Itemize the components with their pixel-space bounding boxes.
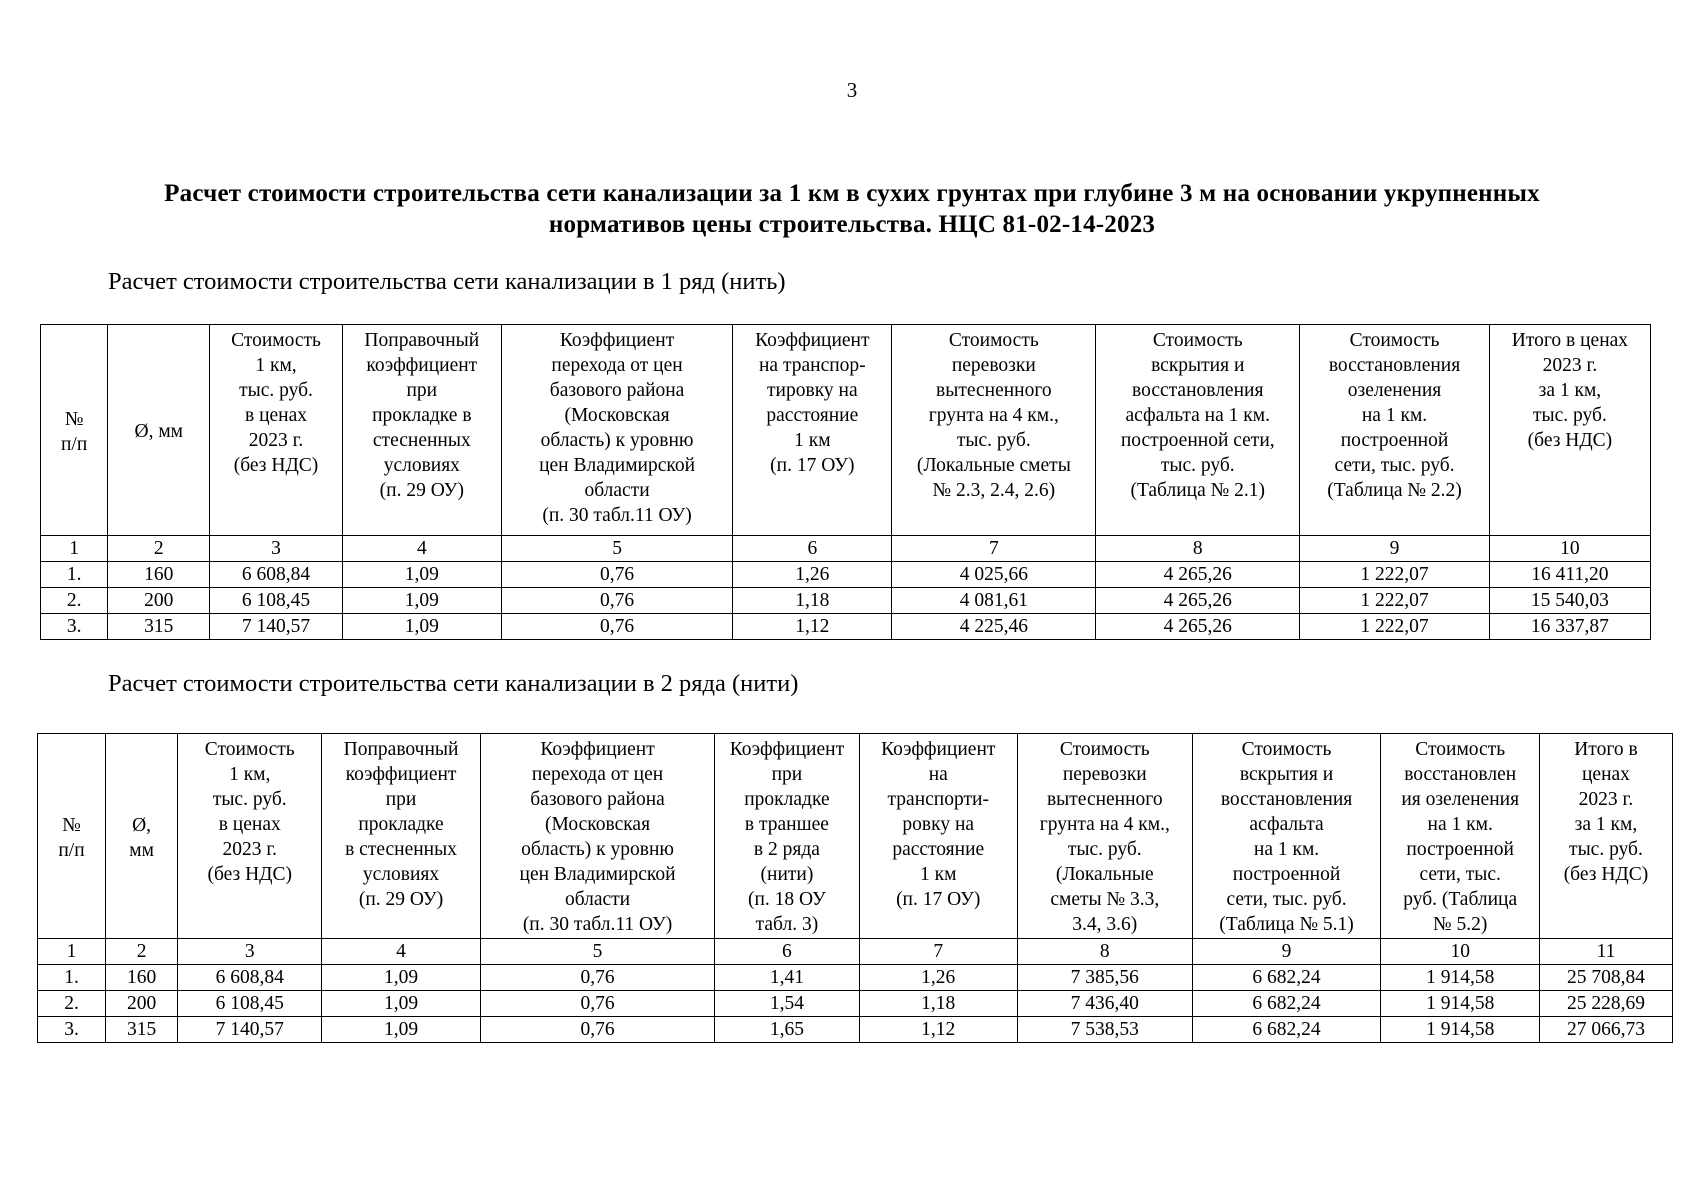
header-line: при bbox=[406, 380, 438, 401]
table-cell: 6 608,84 bbox=[178, 965, 322, 991]
header-line: тыс. руб. bbox=[1160, 455, 1235, 476]
header-line: тыс. руб. bbox=[212, 789, 287, 810]
table-cell: 1,41 bbox=[715, 965, 859, 991]
header-line: № 5.2) bbox=[1433, 914, 1488, 935]
header-line: 2023 г. bbox=[222, 839, 277, 860]
header-line: область) к уровню bbox=[540, 430, 694, 451]
header-line: (п. 30 табл.11 ОУ) bbox=[522, 914, 673, 935]
table1-header-col-5 bbox=[501, 325, 732, 536]
header-line: вскрытия и bbox=[1151, 355, 1245, 376]
header-line: 2023 г. bbox=[248, 430, 304, 451]
header-line: 1 км, bbox=[255, 355, 297, 376]
header-line: Поправочный bbox=[364, 330, 480, 351]
header-line: на транспор- bbox=[759, 355, 866, 376]
table2-header-col-1 bbox=[38, 734, 106, 939]
table-cell: 7 140,57 bbox=[210, 614, 343, 640]
header-line: базового района bbox=[549, 380, 685, 401]
table-cell: 1 914,58 bbox=[1381, 991, 1539, 1017]
column-number: 2 bbox=[108, 536, 210, 562]
header-line: сети, тыс. руб. bbox=[1226, 889, 1347, 910]
table1-header-col-1 bbox=[41, 325, 108, 536]
header-line: руб. (Таблица bbox=[1403, 889, 1518, 910]
table-row bbox=[41, 614, 1651, 640]
header-line: Стоимость bbox=[1241, 739, 1332, 760]
header-line: (без НДС) bbox=[233, 455, 319, 476]
table-cell: 7 436,40 bbox=[1017, 991, 1192, 1017]
table1-header-col-9 bbox=[1300, 325, 1490, 536]
table1-body bbox=[41, 562, 1651, 640]
header-line: области bbox=[584, 480, 650, 501]
column-number: 9 bbox=[1300, 536, 1490, 562]
header-line: перевозки bbox=[951, 355, 1036, 376]
document-title-line-1: Расчет стоимости строительства сети канализации за 1 км в сухих грунтах при глубине 3 м на основании укрупненных bbox=[164, 180, 1540, 207]
header-line: в ценах bbox=[218, 814, 281, 835]
header-line: (без НДС) bbox=[1563, 864, 1649, 885]
column-number: 6 bbox=[733, 536, 892, 562]
table-cell: 27 066,73 bbox=[1539, 1017, 1672, 1043]
header-line: 2023 г. bbox=[1578, 789, 1634, 810]
column-number: 4 bbox=[342, 536, 501, 562]
table-cell: 1,09 bbox=[322, 1017, 480, 1043]
header-line: в 2 ряда bbox=[753, 839, 820, 860]
header-line: Стоимость bbox=[948, 330, 1039, 351]
page-number: 3 bbox=[846, 78, 858, 102]
table2-title: Расчет стоимости строительства сети канализации в 2 ряда (нити) bbox=[108, 670, 799, 697]
header-line: 1 км bbox=[794, 430, 831, 451]
column-number: 1 bbox=[41, 536, 108, 562]
header-line: табл. 3) bbox=[755, 914, 819, 935]
header-line: условиях bbox=[362, 864, 440, 885]
table-cell: 7 538,53 bbox=[1017, 1017, 1192, 1043]
table-cell: 0,76 bbox=[480, 991, 715, 1017]
header-line: ценах bbox=[1581, 764, 1630, 785]
header-line: ровку на bbox=[902, 814, 975, 835]
table-cell: 25 228,69 bbox=[1539, 991, 1672, 1017]
table-cell: 4 081,61 bbox=[892, 588, 1096, 614]
table-cell: 3. bbox=[41, 614, 108, 640]
table1-header-col-10 bbox=[1489, 325, 1650, 536]
table-cell: 1,09 bbox=[322, 965, 480, 991]
table-cell: 1 914,58 bbox=[1381, 1017, 1539, 1043]
column-number: 4 bbox=[322, 939, 480, 965]
header-line: восстановления bbox=[1328, 355, 1461, 376]
table2-header-col-10 bbox=[1381, 734, 1539, 939]
table-row bbox=[38, 965, 1673, 991]
header-line: тировку на bbox=[767, 380, 858, 401]
header-line: Ø, bbox=[132, 814, 152, 836]
header-line: прокладке bbox=[744, 789, 830, 810]
table2-header-col-7 bbox=[859, 734, 1017, 939]
header-line: расстояние bbox=[892, 839, 985, 860]
header-line: построенной bbox=[1340, 430, 1449, 451]
header-line: сметы № 3.3, bbox=[1050, 889, 1160, 910]
header-line: № 2.3, 2.4, 2.6) bbox=[932, 480, 1056, 501]
table-cell: 0,76 bbox=[501, 562, 732, 588]
table-cell: 16 337,87 bbox=[1489, 614, 1650, 640]
header-line: Коэффициент bbox=[540, 739, 655, 760]
table1-header-col-3 bbox=[210, 325, 343, 536]
table-cell: 200 bbox=[108, 588, 210, 614]
header-line: на bbox=[928, 764, 948, 785]
header-line: Поправочный bbox=[343, 739, 459, 760]
header-line: 1 км bbox=[920, 864, 957, 885]
header-line: 3.4, 3.6) bbox=[1072, 914, 1138, 935]
header-line: тыс. руб. bbox=[1533, 405, 1607, 426]
table-cell: 1 222,07 bbox=[1300, 614, 1490, 640]
header-line: сети, тыс. bbox=[1419, 864, 1501, 885]
document-title-line-2: нормативов цены строительства. НЦС 81-02-14-2023 bbox=[548, 211, 1156, 238]
header-line: мм bbox=[129, 839, 154, 861]
header-line: 1 км, bbox=[229, 764, 271, 785]
header-line: ия озеленения bbox=[1401, 789, 1520, 810]
table1-header-row bbox=[41, 325, 1651, 536]
double-row-cost-table bbox=[37, 733, 1673, 1043]
table2-header-col-11 bbox=[1539, 734, 1672, 939]
table-cell: 2. bbox=[38, 991, 106, 1017]
header-line: построенной bbox=[1406, 839, 1514, 860]
table2-header-col-4 bbox=[322, 734, 480, 939]
header-line: базового района bbox=[530, 789, 665, 810]
header-line: (без НДС) bbox=[207, 864, 292, 885]
table-cell: 6 682,24 bbox=[1192, 991, 1381, 1017]
table-cell: 4 265,26 bbox=[1096, 562, 1300, 588]
column-number: 11 bbox=[1539, 939, 1672, 965]
header-line: Стоимость bbox=[1059, 739, 1150, 760]
table-cell: 0,76 bbox=[480, 965, 715, 991]
header-line: перевозки bbox=[1062, 764, 1147, 785]
column-number: 6 bbox=[715, 939, 859, 965]
header-line: построенной bbox=[1232, 864, 1341, 885]
table-cell: 1,09 bbox=[342, 614, 501, 640]
header-line: асфальта bbox=[1249, 814, 1324, 835]
header-line: условиях bbox=[383, 455, 460, 476]
document-title bbox=[60, 178, 1644, 240]
header-line: восстановления bbox=[1132, 380, 1264, 401]
header-line: грунта на 4 км., bbox=[1039, 814, 1170, 835]
header-line: вскрытия и bbox=[1239, 764, 1334, 785]
header-line: за 1 км, bbox=[1574, 814, 1638, 835]
header-line: Коэффициент bbox=[755, 330, 870, 351]
table-cell: 3. bbox=[38, 1017, 106, 1043]
header-line: Коэффициент bbox=[559, 330, 675, 351]
header-line: построенной сети, bbox=[1120, 430, 1275, 451]
table-cell: 1,65 bbox=[715, 1017, 859, 1043]
table-cell: 1,09 bbox=[342, 562, 501, 588]
header-line: вытесненного bbox=[936, 380, 1052, 401]
header-line: 2023 г. bbox=[1542, 355, 1598, 376]
header-line: озеленения bbox=[1347, 380, 1442, 401]
column-number: 3 bbox=[178, 939, 322, 965]
header-line: перехода от цен bbox=[551, 355, 683, 376]
table-cell: 315 bbox=[106, 1017, 178, 1043]
table-cell: 1,12 bbox=[859, 1017, 1017, 1043]
header-line: тыс. руб. bbox=[239, 380, 313, 401]
table-row bbox=[41, 562, 1651, 588]
column-number: 10 bbox=[1489, 536, 1650, 562]
header-line: Коэффициент bbox=[881, 739, 996, 760]
header-line: на 1 км. bbox=[1427, 814, 1493, 835]
column-number: 5 bbox=[501, 536, 732, 562]
header-line: (п. 29 ОУ) bbox=[379, 480, 464, 501]
header-line: восстановления bbox=[1220, 789, 1353, 810]
header-line: (Таблица № 2.1) bbox=[1130, 480, 1265, 501]
header-line: № bbox=[62, 814, 81, 836]
header-line: Коэффициент bbox=[729, 739, 845, 760]
table2-header-col-5 bbox=[480, 734, 715, 939]
header-line: (без НДС) bbox=[1527, 430, 1613, 451]
header-line: Стоимость bbox=[1349, 330, 1440, 351]
header-line: расстояние bbox=[766, 405, 859, 426]
header-line: (Локальные bbox=[1055, 864, 1154, 885]
header-line: (п. 30 табл.11 ОУ) bbox=[542, 505, 692, 526]
table1-header-col-2 bbox=[108, 325, 210, 536]
table-cell: 160 bbox=[106, 965, 178, 991]
header-line: Стоимость bbox=[231, 330, 321, 351]
header-line: транспорти- bbox=[887, 789, 989, 810]
table-cell: 6 682,24 bbox=[1192, 965, 1381, 991]
table2-column-number-row bbox=[38, 939, 1673, 965]
header-line: тыс. руб. bbox=[1067, 839, 1142, 860]
table1-column-number-row bbox=[41, 536, 1651, 562]
table1-header-col-7 bbox=[892, 325, 1096, 536]
table1-header-col-4 bbox=[342, 325, 501, 536]
header-line: область) к уровню bbox=[521, 839, 674, 860]
header-line: (Таблица № 5.1) bbox=[1219, 914, 1354, 935]
header-line: Стоимость bbox=[1415, 739, 1506, 760]
table-cell: 1 222,07 bbox=[1300, 562, 1490, 588]
header-line: цен Владимирской bbox=[519, 864, 676, 885]
table-cell: 315 bbox=[108, 614, 210, 640]
table-cell: 4 265,26 bbox=[1096, 614, 1300, 640]
table-cell: 1,26 bbox=[733, 562, 892, 588]
table-cell: 0,76 bbox=[480, 1017, 715, 1043]
header-line: при bbox=[771, 764, 803, 785]
header-line: грунта на 4 км., bbox=[928, 405, 1059, 426]
header-line: в ценах bbox=[245, 405, 308, 426]
header-line: перехода от цен bbox=[531, 764, 664, 785]
column-number: 9 bbox=[1192, 939, 1381, 965]
table-cell: 0,76 bbox=[501, 614, 732, 640]
header-line: на 1 км. bbox=[1361, 405, 1428, 426]
header-line: (нити) bbox=[760, 864, 814, 885]
table2-header-col-3 bbox=[178, 734, 322, 939]
header-line: сети, тыс. руб. bbox=[1334, 455, 1455, 476]
header-line: Итого в ценах bbox=[1511, 330, 1629, 351]
table-cell: 1,54 bbox=[715, 991, 859, 1017]
table-cell: 1,09 bbox=[342, 588, 501, 614]
table-cell: 6 108,45 bbox=[210, 588, 343, 614]
header-line: (п. 17 ОУ) bbox=[770, 455, 855, 476]
header-line: коэффициент bbox=[366, 355, 478, 376]
header-line: (Московская bbox=[564, 405, 670, 426]
header-line: области bbox=[564, 889, 631, 910]
header-line: (Таблица № 2.2) bbox=[1327, 480, 1462, 501]
column-number: 5 bbox=[480, 939, 715, 965]
header-line: Ø, мм bbox=[134, 421, 184, 442]
table-cell: 7 140,57 bbox=[178, 1017, 322, 1043]
header-line: (п. 17 ОУ) bbox=[896, 889, 981, 910]
table-cell: 7 385,56 bbox=[1017, 965, 1192, 991]
table-cell: 1. bbox=[41, 562, 108, 588]
table-cell: 1,18 bbox=[859, 991, 1017, 1017]
table-cell: 1,18 bbox=[733, 588, 892, 614]
table-cell: 6 108,45 bbox=[178, 991, 322, 1017]
header-line: при bbox=[385, 789, 417, 810]
header-line: стесненных bbox=[372, 430, 471, 451]
column-number: 7 bbox=[859, 939, 1017, 965]
header-line: на 1 км. bbox=[1253, 839, 1320, 860]
table-cell: 1 914,58 bbox=[1381, 965, 1539, 991]
table-row bbox=[38, 991, 1673, 1017]
column-number: 7 bbox=[892, 536, 1096, 562]
table-cell: 4 225,46 bbox=[892, 614, 1096, 640]
table-cell: 16 411,20 bbox=[1489, 562, 1650, 588]
column-number: 1 bbox=[38, 939, 106, 965]
table2-header-col-6 bbox=[715, 734, 859, 939]
table-cell: 200 bbox=[106, 991, 178, 1017]
table2-header-row bbox=[38, 734, 1673, 939]
header-line: п/п bbox=[58, 839, 85, 861]
table-cell: 15 540,03 bbox=[1489, 588, 1650, 614]
table-cell: 2. bbox=[41, 588, 108, 614]
table1-header-col-8 bbox=[1096, 325, 1300, 536]
table-cell: 1,26 bbox=[859, 965, 1017, 991]
column-number: 10 bbox=[1381, 939, 1539, 965]
header-line: вытесненного bbox=[1046, 789, 1163, 810]
table-cell: 25 708,84 bbox=[1539, 965, 1672, 991]
table-cell: 4 265,26 bbox=[1096, 588, 1300, 614]
header-line: в траншее bbox=[744, 814, 829, 835]
header-line: асфальта на 1 км. bbox=[1125, 405, 1270, 426]
table-cell: 6 682,24 bbox=[1192, 1017, 1381, 1043]
header-line: п/п bbox=[60, 433, 88, 455]
table1-title: Расчет стоимости строительства сети канализации в 1 ряд (нить) bbox=[108, 268, 786, 295]
column-number: 2 bbox=[106, 939, 178, 965]
header-line: за 1 км, bbox=[1538, 380, 1602, 401]
table-cell: 1,12 bbox=[733, 614, 892, 640]
header-line: (Локальные сметы bbox=[916, 455, 1071, 476]
table2-header-col-8 bbox=[1017, 734, 1192, 939]
header-line: Стоимость bbox=[204, 739, 295, 760]
table2-header-col-2 bbox=[106, 734, 178, 939]
table-cell: 6 608,84 bbox=[210, 562, 343, 588]
header-line: (п. 29 ОУ) bbox=[358, 889, 444, 910]
table-row bbox=[38, 1017, 1673, 1043]
header-line: № bbox=[64, 408, 84, 430]
header-line: восстановлен bbox=[1404, 764, 1517, 785]
table2-header-col-9 bbox=[1192, 734, 1381, 939]
table2-body bbox=[38, 965, 1673, 1043]
table-cell: 1. bbox=[38, 965, 106, 991]
header-line: коэффициент bbox=[345, 764, 457, 785]
header-line: (п. 18 ОУ bbox=[748, 889, 826, 910]
table-cell: 160 bbox=[108, 562, 210, 588]
header-line: прокладке в bbox=[372, 405, 472, 426]
header-line: (Московская bbox=[545, 814, 651, 835]
table-cell: 0,76 bbox=[501, 588, 732, 614]
column-number: 3 bbox=[210, 536, 343, 562]
table1-header-col-6 bbox=[733, 325, 892, 536]
header-line: прокладке bbox=[358, 814, 444, 835]
header-line: тыс. руб. bbox=[1569, 839, 1643, 860]
table-cell: 1,09 bbox=[322, 991, 480, 1017]
header-line: тыс. руб. bbox=[956, 430, 1031, 451]
table-row bbox=[41, 588, 1651, 614]
header-line: Стоимость bbox=[1152, 330, 1243, 351]
header-line: цен Владимирской bbox=[539, 455, 696, 476]
header-line: в стесненных bbox=[345, 839, 457, 860]
single-row-cost-table bbox=[40, 324, 1651, 640]
table-cell: 1 222,07 bbox=[1300, 588, 1490, 614]
column-number: 8 bbox=[1096, 536, 1300, 562]
header-line: Итого в bbox=[1574, 739, 1638, 760]
table-cell: 4 025,66 bbox=[892, 562, 1096, 588]
column-number: 8 bbox=[1017, 939, 1192, 965]
